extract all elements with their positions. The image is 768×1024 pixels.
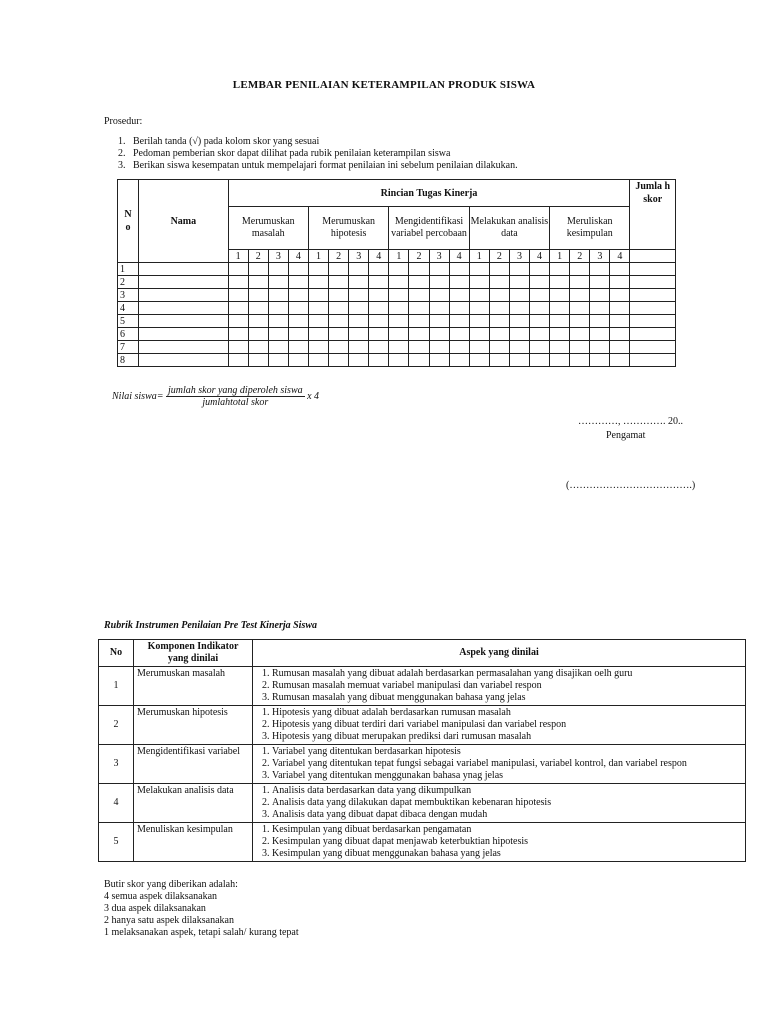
score-cell[interactable] bbox=[610, 302, 630, 315]
prosedur-label: Prosedur: bbox=[104, 116, 143, 127]
score-cell[interactable] bbox=[409, 315, 429, 328]
score-cell[interactable] bbox=[469, 341, 489, 354]
score-cell[interactable] bbox=[489, 354, 509, 367]
score-cell[interactable] bbox=[389, 289, 409, 302]
score-cell[interactable] bbox=[308, 263, 328, 276]
score-cell[interactable] bbox=[228, 328, 248, 341]
nama-cell[interactable] bbox=[139, 354, 228, 367]
score-cell[interactable] bbox=[349, 315, 369, 328]
score-header: 4 bbox=[288, 250, 308, 263]
rubrik-aspek: 1. Rumusan masalah yang dibuat adalah berdasarkan permasalahan yang disajikan oelh guru 2. Rumusan masalah memuat variabel manipulasi dan variabel respon 3. Rumusan masalah yang dibuat menggunakan bahasa yang jelas bbox=[253, 667, 746, 706]
rubrik-row bbox=[99, 706, 746, 745]
score-cell[interactable] bbox=[509, 289, 529, 302]
score-cell[interactable] bbox=[529, 302, 549, 315]
score-cell[interactable] bbox=[570, 354, 590, 367]
score-header: 1 bbox=[550, 250, 570, 263]
score-cell[interactable] bbox=[308, 328, 328, 341]
score-cell[interactable] bbox=[409, 263, 429, 276]
score-cell[interactable] bbox=[610, 276, 630, 289]
formula-multiplier: x 4 bbox=[307, 390, 320, 402]
score-cell[interactable] bbox=[349, 302, 369, 315]
score-cell[interactable] bbox=[349, 341, 369, 354]
skor-row bbox=[118, 263, 676, 276]
score-cell[interactable] bbox=[308, 289, 328, 302]
score-cell[interactable] bbox=[248, 354, 268, 367]
score-header: 3 bbox=[509, 250, 529, 263]
skor-row bbox=[118, 328, 676, 341]
signature-date: …………, …………. 20.. bbox=[578, 416, 683, 427]
score-cell[interactable] bbox=[369, 289, 389, 302]
score-cell[interactable] bbox=[509, 263, 529, 276]
rubrik-komponen: Menuliskan kesimpulan bbox=[134, 823, 253, 862]
formula bbox=[112, 385, 319, 408]
rubrik-komponen: Melakukan analisis data bbox=[134, 784, 253, 823]
score-cell[interactable] bbox=[509, 302, 529, 315]
score-cell[interactable] bbox=[550, 315, 570, 328]
rubrik-komponen: Mengidentifikasi variabel bbox=[134, 745, 253, 784]
score-cell[interactable] bbox=[288, 302, 308, 315]
score-header: 4 bbox=[369, 250, 389, 263]
score-cell[interactable] bbox=[248, 276, 268, 289]
score-cell[interactable] bbox=[509, 328, 529, 341]
score-cell[interactable] bbox=[329, 315, 349, 328]
score-cell[interactable] bbox=[228, 341, 248, 354]
aspect-header: Merumuskan hipotesis bbox=[308, 207, 388, 250]
row-number: 3 bbox=[118, 289, 139, 302]
score-cell[interactable] bbox=[349, 354, 369, 367]
score-cell[interactable] bbox=[268, 354, 288, 367]
score-cell[interactable] bbox=[529, 289, 549, 302]
score-cell[interactable] bbox=[389, 302, 409, 315]
score-cell[interactable] bbox=[529, 354, 549, 367]
score-cell[interactable] bbox=[610, 315, 630, 328]
score-header: 1 bbox=[308, 250, 328, 263]
row-number: 7 bbox=[118, 341, 139, 354]
score-cell[interactable] bbox=[248, 328, 268, 341]
score-cell[interactable] bbox=[469, 263, 489, 276]
nama-cell[interactable] bbox=[139, 328, 228, 341]
rubrik-no-header: No bbox=[99, 640, 134, 667]
page-title: LEMBAR PENILAIAN KETERAMPILAN PRODUK SISWA bbox=[232, 79, 536, 91]
score-cell[interactable] bbox=[308, 302, 328, 315]
score-cell[interactable] bbox=[570, 263, 590, 276]
score-cell[interactable] bbox=[369, 315, 389, 328]
signature-role: Pengamat bbox=[606, 430, 646, 441]
formula-numerator: jumlah skor yang diperoleh siswa bbox=[167, 385, 303, 396]
score-cell[interactable] bbox=[329, 276, 349, 289]
score-cell[interactable] bbox=[369, 341, 389, 354]
score-cell[interactable] bbox=[308, 354, 328, 367]
score-cell[interactable] bbox=[268, 276, 288, 289]
nama-cell[interactable] bbox=[139, 302, 228, 315]
jumlah-subcell bbox=[630, 250, 676, 263]
score-cell[interactable] bbox=[228, 289, 248, 302]
score-cell[interactable] bbox=[550, 354, 570, 367]
row-number: 1 bbox=[118, 263, 139, 276]
prosedur-list bbox=[118, 136, 518, 172]
score-cell[interactable] bbox=[610, 328, 630, 341]
skor-table bbox=[117, 179, 676, 367]
score-cell[interactable] bbox=[228, 315, 248, 328]
score-header: 4 bbox=[529, 250, 549, 263]
score-cell[interactable] bbox=[550, 341, 570, 354]
jumlah-cell[interactable] bbox=[630, 315, 676, 328]
score-cell[interactable] bbox=[288, 354, 308, 367]
skor-row bbox=[118, 341, 676, 354]
score-header: 4 bbox=[610, 250, 630, 263]
score-cell[interactable] bbox=[469, 289, 489, 302]
score-cell[interactable] bbox=[268, 341, 288, 354]
rubrik-komponen-header: Komponen Indikator yang dinilai bbox=[134, 640, 253, 667]
score-cell[interactable] bbox=[409, 276, 429, 289]
score-cell[interactable] bbox=[590, 302, 610, 315]
score-cell[interactable] bbox=[449, 302, 469, 315]
score-cell[interactable] bbox=[610, 341, 630, 354]
score-cell[interactable] bbox=[469, 354, 489, 367]
score-header: 3 bbox=[268, 250, 288, 263]
score-cell[interactable] bbox=[329, 302, 349, 315]
score-cell[interactable] bbox=[570, 302, 590, 315]
aspect-header: Melakukan analisis data bbox=[469, 207, 549, 250]
score-cell[interactable] bbox=[429, 341, 449, 354]
score-cell[interactable] bbox=[509, 354, 529, 367]
score-cell[interactable] bbox=[409, 289, 429, 302]
score-cell[interactable] bbox=[268, 302, 288, 315]
score-cell[interactable] bbox=[570, 276, 590, 289]
score-cell[interactable] bbox=[489, 341, 509, 354]
formula-lhs: Nilai siswa= bbox=[112, 390, 164, 402]
score-cell[interactable] bbox=[389, 354, 409, 367]
score-cell[interactable] bbox=[449, 263, 469, 276]
score-cell[interactable] bbox=[570, 315, 590, 328]
score-cell[interactable] bbox=[288, 328, 308, 341]
rubrik-title: Rubrik Instrumen Penilaian Pre Test Kinerja Siswa bbox=[104, 620, 318, 631]
score-cell[interactable] bbox=[308, 341, 328, 354]
score-cell[interactable] bbox=[429, 354, 449, 367]
score-cell[interactable] bbox=[409, 341, 429, 354]
score-cell[interactable] bbox=[529, 263, 549, 276]
score-cell[interactable] bbox=[389, 315, 409, 328]
aspect-header: Merumuskan masalah bbox=[228, 207, 308, 250]
signature-name: (……………………………….) bbox=[566, 480, 696, 491]
rubrik-row bbox=[99, 784, 746, 823]
score-cell[interactable] bbox=[449, 289, 469, 302]
nama-header: Nama bbox=[139, 180, 228, 263]
butir-item: 2 hanya satu aspek dilaksanakan bbox=[104, 915, 234, 926]
score-cell[interactable] bbox=[489, 328, 509, 341]
score-cell[interactable] bbox=[449, 328, 469, 341]
aspect-header: Mengidentifikasi variabel percobaan bbox=[389, 207, 469, 250]
score-cell[interactable] bbox=[449, 354, 469, 367]
score-cell[interactable] bbox=[329, 263, 349, 276]
score-cell[interactable] bbox=[248, 289, 268, 302]
score-cell[interactable] bbox=[349, 328, 369, 341]
score-cell[interactable] bbox=[570, 341, 590, 354]
score-cell[interactable] bbox=[349, 289, 369, 302]
rubrik-no: 3 bbox=[99, 745, 134, 784]
score-cell[interactable] bbox=[509, 315, 529, 328]
butir-item: 4 semua aspek dilaksanakan bbox=[104, 891, 218, 902]
score-cell[interactable] bbox=[550, 302, 570, 315]
score-cell[interactable] bbox=[248, 302, 268, 315]
formula-denominator: jumlahtotal skor bbox=[202, 397, 269, 408]
score-cell[interactable] bbox=[529, 315, 549, 328]
score-cell[interactable] bbox=[590, 276, 610, 289]
score-cell[interactable] bbox=[590, 341, 610, 354]
score-cell[interactable] bbox=[610, 263, 630, 276]
score-cell[interactable] bbox=[590, 328, 610, 341]
score-header: 3 bbox=[349, 250, 369, 263]
score-cell[interactable] bbox=[429, 263, 449, 276]
score-cell[interactable] bbox=[469, 328, 489, 341]
score-cell[interactable] bbox=[550, 263, 570, 276]
score-cell[interactable] bbox=[369, 328, 389, 341]
aspect-header: Meruliskan kesimpulan bbox=[550, 207, 630, 250]
rubrik-no: 2 bbox=[99, 706, 134, 745]
jumlah-cell[interactable] bbox=[630, 276, 676, 289]
score-cell[interactable] bbox=[268, 263, 288, 276]
score-cell[interactable] bbox=[429, 315, 449, 328]
score-cell[interactable] bbox=[570, 289, 590, 302]
score-cell[interactable] bbox=[329, 341, 349, 354]
row-number: 6 bbox=[118, 328, 139, 341]
score-header: 1 bbox=[469, 250, 489, 263]
score-cell[interactable] bbox=[550, 289, 570, 302]
nama-cell[interactable] bbox=[139, 315, 228, 328]
skor-row bbox=[118, 354, 676, 367]
score-header: 2 bbox=[329, 250, 349, 263]
jumlah-cell[interactable] bbox=[630, 302, 676, 315]
score-cell[interactable] bbox=[268, 289, 288, 302]
prosedur-item: 2. Pedoman pemberian skor dapat dilihat pada rubik penilaian keterampilan siswa bbox=[118, 148, 451, 159]
score-header: 2 bbox=[248, 250, 268, 263]
row-number: 4 bbox=[118, 302, 139, 315]
rubrik-row bbox=[99, 667, 746, 706]
rubrik-komponen: Merumuskan hipotesis bbox=[134, 706, 253, 745]
row-number: 8 bbox=[118, 354, 139, 367]
score-cell[interactable] bbox=[228, 263, 248, 276]
rubrik-no: 1 bbox=[99, 667, 134, 706]
score-header: 1 bbox=[228, 250, 248, 263]
score-cell[interactable] bbox=[409, 328, 429, 341]
nama-cell[interactable] bbox=[139, 341, 228, 354]
butir-label: Butir skor yang diberikan adalah: bbox=[104, 879, 238, 890]
score-cell[interactable] bbox=[288, 315, 308, 328]
score-header: 2 bbox=[489, 250, 509, 263]
score-cell[interactable] bbox=[509, 341, 529, 354]
rubrik-table bbox=[98, 639, 746, 862]
score-cell[interactable] bbox=[369, 354, 389, 367]
rubrik-row bbox=[99, 745, 746, 784]
prosedur-item: 1. Berilah tanda (√) pada kolom skor yang sesuai bbox=[118, 136, 320, 147]
score-cell[interactable] bbox=[529, 276, 549, 289]
score-cell[interactable] bbox=[329, 328, 349, 341]
score-cell[interactable] bbox=[409, 354, 429, 367]
score-cell[interactable] bbox=[429, 289, 449, 302]
score-cell[interactable] bbox=[329, 289, 349, 302]
score-cell[interactable] bbox=[489, 302, 509, 315]
rubrik-aspek: 1. Variabel yang ditentukan berdasarkan hipotesis 2. Variabel yang ditentukan tepat fungsi sebagai variabel manipulasi, variabel kontrol, dan variabel respon 3. Variabel yang ditentukan menggunakan bahasa ynag jelas bbox=[253, 745, 746, 784]
jumlah-cell[interactable] bbox=[630, 328, 676, 341]
prosedur-item: 3. Berikan siswa kesempatan untuk mempelajari format penilaian ini sebelum penilaian dilakukan. bbox=[118, 160, 518, 171]
skor-row bbox=[118, 276, 676, 289]
score-header: 1 bbox=[389, 250, 409, 263]
score-cell[interactable] bbox=[369, 263, 389, 276]
score-cell[interactable] bbox=[590, 354, 610, 367]
score-cell[interactable] bbox=[228, 302, 248, 315]
nama-cell[interactable] bbox=[139, 263, 228, 276]
score-cell[interactable] bbox=[449, 341, 469, 354]
butir-section bbox=[104, 879, 299, 939]
skor-row bbox=[118, 315, 676, 328]
score-cell[interactable] bbox=[268, 328, 288, 341]
rubrik-aspek: 1. Hipotesis yang dibuat adalah berdasarkan rumusan masalah 2. Hipotesis yang dibuat terdiri dari variabel manipulasi dan variabel respon 3. Hipotesis yang dibuat merupakan prediksi dari rumusan masalah bbox=[253, 706, 746, 745]
score-header: 2 bbox=[570, 250, 590, 263]
score-cell[interactable] bbox=[610, 354, 630, 367]
score-cell[interactable] bbox=[248, 341, 268, 354]
score-header: 2 bbox=[409, 250, 429, 263]
score-cell[interactable] bbox=[429, 276, 449, 289]
score-cell[interactable] bbox=[329, 354, 349, 367]
score-cell[interactable] bbox=[590, 289, 610, 302]
skor-row bbox=[118, 289, 676, 302]
score-cell[interactable] bbox=[469, 276, 489, 289]
score-cell[interactable] bbox=[489, 315, 509, 328]
score-cell[interactable] bbox=[288, 341, 308, 354]
score-cell[interactable] bbox=[288, 289, 308, 302]
rubrik-aspek: 1. Analisis data berdasarkan data yang dikumpulkan 2. Analisis data yang dilakukan dapat membuktikan kebenaran hipotesis 3. Analisis data yang dibuat dapat dibaca dengan mudah bbox=[253, 784, 746, 823]
score-header: 3 bbox=[590, 250, 610, 263]
score-cell[interactable] bbox=[429, 328, 449, 341]
score-cell[interactable] bbox=[449, 315, 469, 328]
jumlah-cell[interactable] bbox=[630, 354, 676, 367]
row-number: 2 bbox=[118, 276, 139, 289]
score-cell[interactable] bbox=[570, 328, 590, 341]
score-cell[interactable] bbox=[369, 276, 389, 289]
score-cell[interactable] bbox=[288, 276, 308, 289]
score-cell[interactable] bbox=[308, 276, 328, 289]
score-cell[interactable] bbox=[469, 315, 489, 328]
nama-cell[interactable] bbox=[139, 276, 228, 289]
score-cell[interactable] bbox=[590, 263, 610, 276]
score-cell[interactable] bbox=[489, 276, 509, 289]
score-cell[interactable] bbox=[550, 328, 570, 341]
score-cell[interactable] bbox=[389, 276, 409, 289]
score-cell[interactable] bbox=[349, 263, 369, 276]
score-cell[interactable] bbox=[288, 263, 308, 276]
score-cell[interactable] bbox=[529, 328, 549, 341]
score-cell[interactable] bbox=[308, 315, 328, 328]
score-header: 4 bbox=[449, 250, 469, 263]
score-cell[interactable] bbox=[268, 315, 288, 328]
score-cell[interactable] bbox=[248, 315, 268, 328]
nama-cell[interactable] bbox=[139, 289, 228, 302]
score-cell[interactable] bbox=[469, 302, 489, 315]
rubrik-aspek-header: Aspek yang dinilai bbox=[253, 640, 746, 667]
score-cell[interactable] bbox=[389, 328, 409, 341]
score-cell[interactable] bbox=[228, 354, 248, 367]
butir-item: 1 melaksanakan aspek, tetapi salah/ kurang tepat bbox=[104, 927, 299, 938]
score-cell[interactable] bbox=[529, 341, 549, 354]
score-cell[interactable] bbox=[409, 302, 429, 315]
score-cell[interactable] bbox=[509, 276, 529, 289]
rubrik-aspek: 1. Kesimpulan yang dibuat berdasarkan pengamatan 2. Kesimpulan yang dibuat dapat menjawab keterbuktian hipotesis 3. Kesimpulan yang dibuat menggunakan bahasa yang jelas bbox=[253, 823, 746, 862]
rubrik-no: 4 bbox=[99, 784, 134, 823]
jumlah-cell[interactable] bbox=[630, 263, 676, 276]
score-cell[interactable] bbox=[369, 302, 389, 315]
score-cell[interactable] bbox=[349, 276, 369, 289]
rubrik-komponen: Merumuskan masalah bbox=[134, 667, 253, 706]
skor-row bbox=[118, 302, 676, 315]
score-cell[interactable] bbox=[489, 289, 509, 302]
score-cell[interactable] bbox=[449, 276, 469, 289]
score-cell[interactable] bbox=[248, 263, 268, 276]
score-cell[interactable] bbox=[550, 276, 570, 289]
butir-item: 3 dua aspek dilaksanakan bbox=[104, 903, 206, 914]
score-cell[interactable] bbox=[389, 341, 409, 354]
row-number: 5 bbox=[118, 315, 139, 328]
score-cell[interactable] bbox=[590, 315, 610, 328]
rubrik-no: 5 bbox=[99, 823, 134, 862]
jumlah-header: Jumla h skor bbox=[630, 180, 676, 250]
jumlah-cell[interactable] bbox=[630, 341, 676, 354]
score-cell[interactable] bbox=[389, 263, 409, 276]
formula-fraction bbox=[166, 385, 305, 408]
score-header: 3 bbox=[429, 250, 449, 263]
no-header: N o bbox=[118, 180, 139, 263]
score-cell[interactable] bbox=[429, 302, 449, 315]
rubrik-row bbox=[99, 823, 746, 862]
rincian-header: Rincian Tugas Kinerja bbox=[228, 180, 630, 207]
score-cell[interactable] bbox=[610, 289, 630, 302]
jumlah-cell[interactable] bbox=[630, 289, 676, 302]
score-cell[interactable] bbox=[489, 263, 509, 276]
score-cell[interactable] bbox=[228, 276, 248, 289]
